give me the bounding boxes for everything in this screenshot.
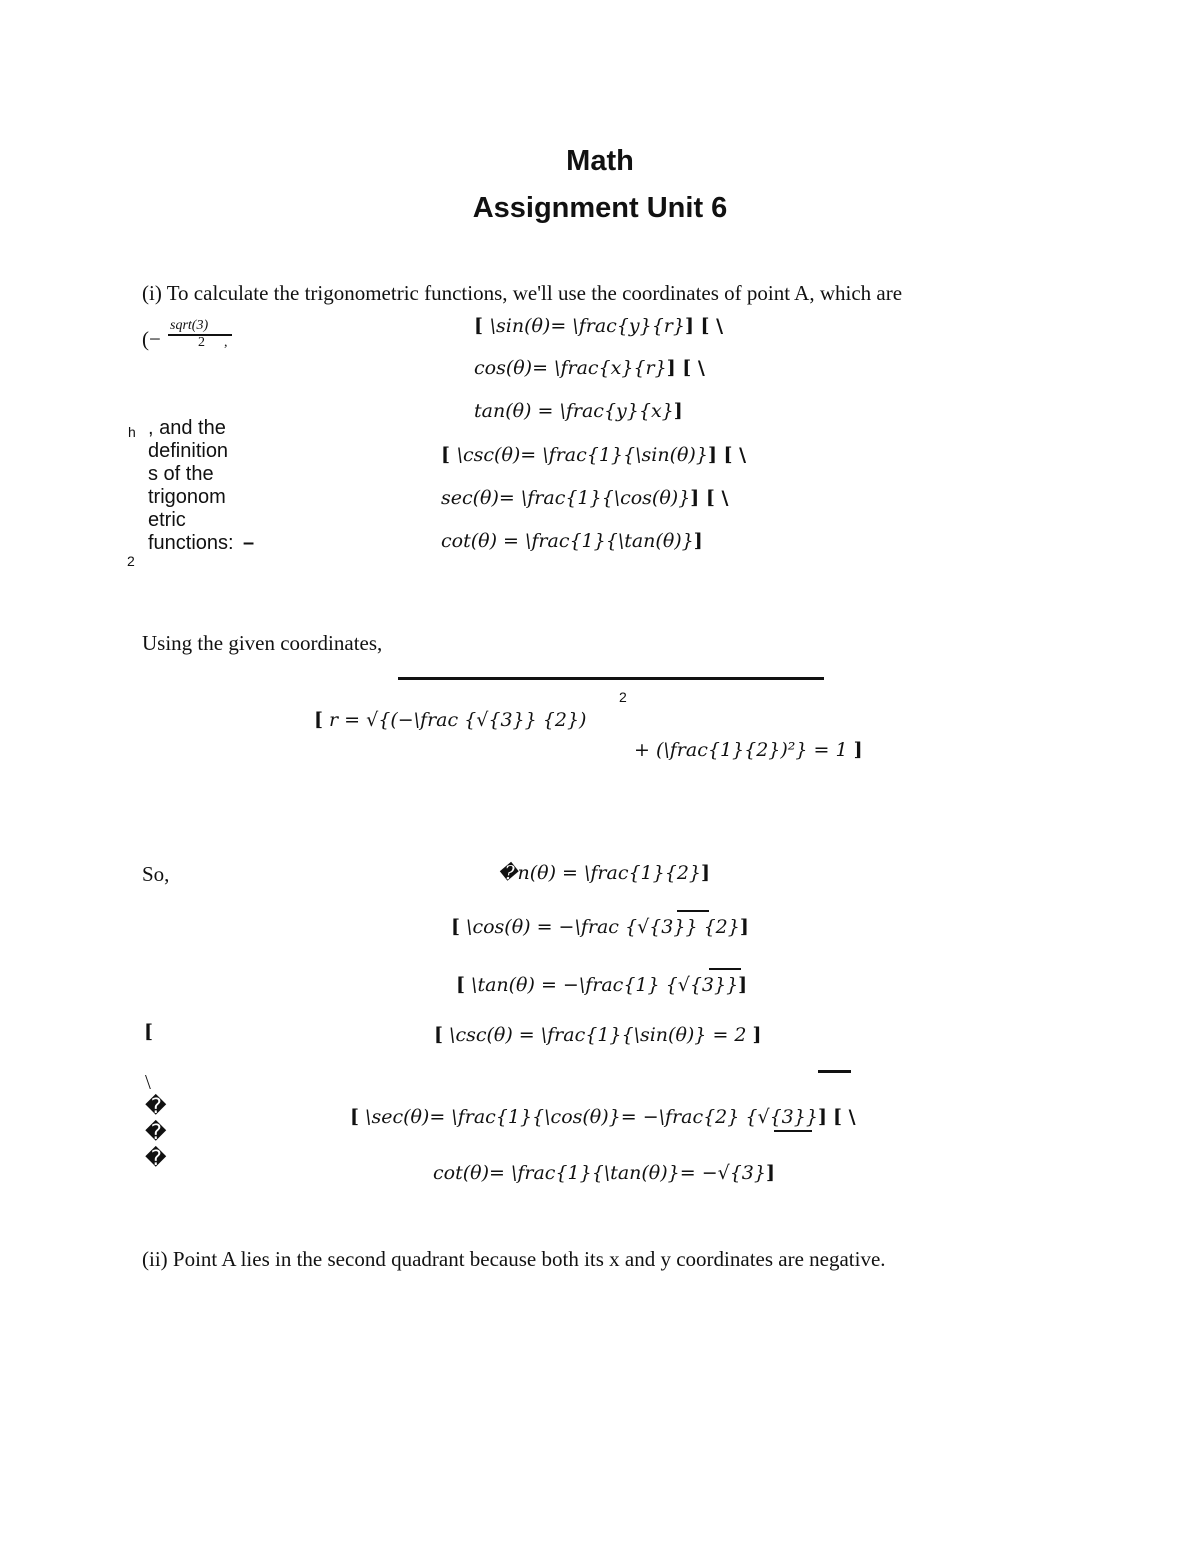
sqrt-bar (677, 910, 709, 912)
result-sec: [ \sec(θ)= \frac{1}{\cos(θ)}= −\frac{2} {√{3}}] [ \ (350, 1106, 856, 1128)
r-exponent: 2 (619, 689, 627, 705)
r-equation-line1: [ r = √{(−\frac {√{3}} {2}) (314, 709, 587, 731)
result-tan: [ \tan(θ) = −\frac{1} {√{3}}] (456, 974, 748, 996)
result-cos: [ \cos(θ) = −\frac {√{3}} {2}] (451, 916, 749, 938)
coord-denominator: 2 (198, 335, 205, 350)
def-sin: [ \sin(θ)= \frac{y}{r}] [ \ (474, 315, 724, 337)
left-glyph: � (145, 1120, 167, 1144)
def-tan: tan(θ) = \frac{y}{x}] (474, 400, 683, 422)
left-backslash: \ (145, 1070, 151, 1094)
left-fragment-line: s of the (148, 463, 214, 485)
intro-paragraph: (i) To calculate the trigonometric functions, we'll use the coordinates of point A, which are (142, 281, 903, 305)
left-fragment-line: etric (148, 509, 186, 531)
left-fragment-mark: h (128, 424, 136, 440)
left-bracket: [ (144, 1021, 153, 1043)
def-cos: cos(θ)= \frac{x}{r}] [ \ (474, 357, 705, 379)
sqrt-bar (818, 1070, 851, 1073)
left-glyph: � (145, 1094, 167, 1118)
left-fragment-dash: – (243, 532, 255, 554)
r-equation-line2: + (\frac{1}{2})²} = 1 ] (634, 739, 863, 761)
left-glyph: � (145, 1146, 167, 1170)
so-label: So, (142, 862, 170, 886)
def-cot: cot(θ) = \frac{1}{\tan(θ)}] (441, 530, 703, 552)
coords-label: Using the given coordinates, (142, 631, 383, 655)
coord-numerator: sqrt(3) (170, 318, 209, 333)
left-fragment-line: trigonom (148, 486, 226, 508)
page-title: Math (566, 145, 634, 177)
sqrt-vinculum (398, 677, 824, 680)
sqrt-bar (709, 968, 741, 970)
coord-prefix: (− (142, 327, 161, 351)
part-ii-paragraph: (ii) Point A lies in the second quadrant because both its x and y coordinates are negative. (142, 1247, 886, 1271)
page-subtitle: Assignment Unit 6 (472, 192, 728, 224)
result-sin: �n(θ) = \frac{1}{2}] (498, 862, 710, 884)
left-fragment-line: , and the (148, 417, 226, 439)
result-csc: [ \csc(θ) = \frac{1}{\sin(θ)} = 2 ] (434, 1024, 762, 1046)
left-fragment-two: 2 (127, 553, 135, 569)
coord-comma: , (224, 335, 228, 350)
left-fragment-line: definition (148, 440, 229, 462)
def-csc: [ \csc(θ)= \frac{1}{\sin(θ)}] [ \ (441, 444, 747, 466)
result-cot: cot(θ)= \frac{1}{\tan(θ)}= −√{3}] (433, 1162, 775, 1184)
def-sec: sec(θ)= \frac{1}{\cos(θ)}] [ \ (441, 487, 729, 509)
underline-mark (774, 1130, 812, 1132)
left-fragment-line: functions: (148, 532, 234, 554)
